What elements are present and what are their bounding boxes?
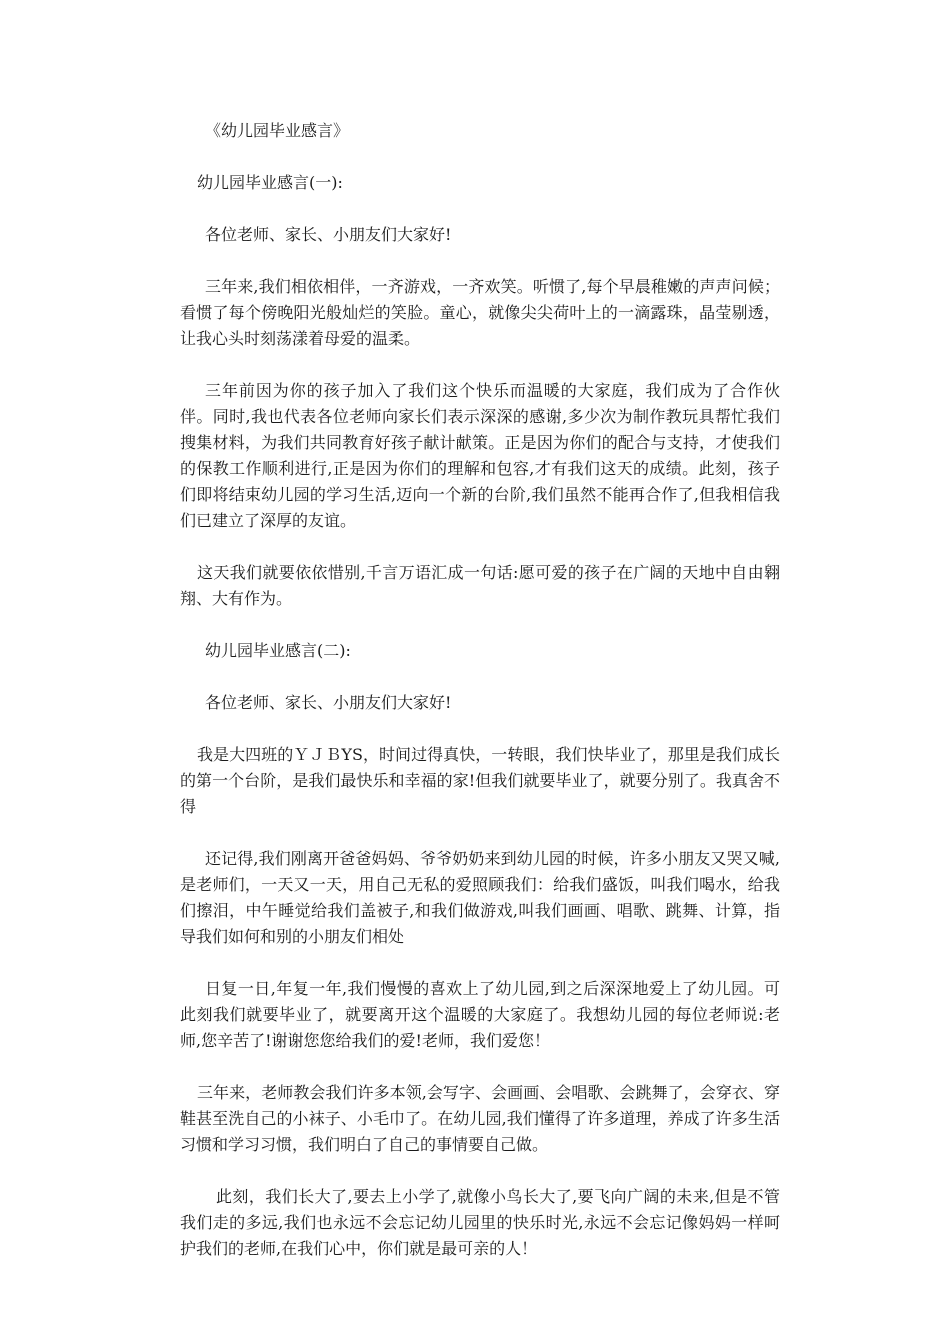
section-1-heading: 幼儿园毕业感言(一): <box>197 173 343 192</box>
section-2-paragraph-2: 还记得,我们刚离开爸爸妈妈、爷爷奶奶来到幼儿园的时候，许多小朋友又哭又喊,是老师们，一天又一天，用自己无私的爱照顾我们：给我们盛饭，叫我们喝水，给我们擦泪，中午睡觉给我们盖被子,和我们做游戏,叫我们画画、唱歌、跳舞、计算，指导我们如何和别的小朋友们相处 <box>180 849 780 946</box>
section-1-paragraph-2: 三年前因为你的孩子加入了我们这个快乐而温暖的大家庭，我们成为了合作伙伴。同时,我也代表各位老师向家长们表示深深的感谢,多少次为制作教玩具帮忙我们搜集材料，为我们共同教育好孩子献计献策。正是因为你们的配合与支持，才使我们的保教工作顺利进行,正是因为你们的理解和包容,才有我们这天的成绩。此刻，孩子们即将结束幼儿园的学习生活,迈向一个新的台阶,我们虽然不能再合作了,但我相信我们已建立了深厚的友谊。 <box>180 381 780 530</box>
section-2-greeting: 各位老师、家长、小朋友们大家好! <box>205 693 452 712</box>
section-1-paragraph-1: 三年来,我们相依相伴，一齐游戏，一齐欢笑。听惯了,每个早晨稚嫩的声声问候；看惯了每个傍晚阳光般灿烂的笑脸。童心，就像尖尖荷叶上的一滴露珠，晶莹剔透，让我心头时刻荡漾着母爱的温柔。 <box>180 277 780 348</box>
section-2-paragraph-5: 此刻，我们长大了,要去上小学了,就像小鸟长大了,要飞向广阔的未来,但是不管我们走的多远,我们也永远不会忘记幼儿园里的快乐时光,永远不会忘记像妈妈一样呵护我们的老师,在我们心中，你们就是最可亲的人！ <box>180 1187 780 1258</box>
section-1-paragraph-3: 这天我们就要依依惜别,千言万语汇成一句话:愿可爱的孩子在广阔的天地中自由翱翔、大有作为。 <box>180 563 780 608</box>
section-1-greeting: 各位老师、家长、小朋友们大家好! <box>205 225 452 244</box>
document-page <box>180 118 780 1288</box>
document-title: 《幼儿园毕业感言》 <box>205 121 350 140</box>
section-2-paragraph-4: 三年来，老师教会我们许多本领,会写字、会画画、会唱歌、会跳舞了，会穿衣、穿鞋甚至洗自己的小袜子、小毛巾了。在幼儿园,我们懂得了许多道理，养成了许多生活习惯和学习习惯，我们明白了自己的事情要自己做。 <box>180 1083 780 1154</box>
section-2-paragraph-1: 我是大四班的ＹＪＢYS，时间过得真快，一转眼，我们快毕业了，那里是我们成长的第一个台阶，是我们最快乐和幸福的家!但我们就要毕业了，就要分别了。我真舍不得 <box>180 745 780 816</box>
section-2-paragraph-3: 日复一日,年复一年,我们慢慢的喜欢上了幼儿园,到之后深深地爱上了幼儿园。可此刻我们就要毕业了，就要离开这个温暖的大家庭了。我想幼儿园的每位老师说:老师,您辛苦了!谢谢您您给我们的爱!老师，我们爱您！ <box>180 979 780 1050</box>
section-2-heading: 幼儿园毕业感言(二): <box>205 641 351 660</box>
